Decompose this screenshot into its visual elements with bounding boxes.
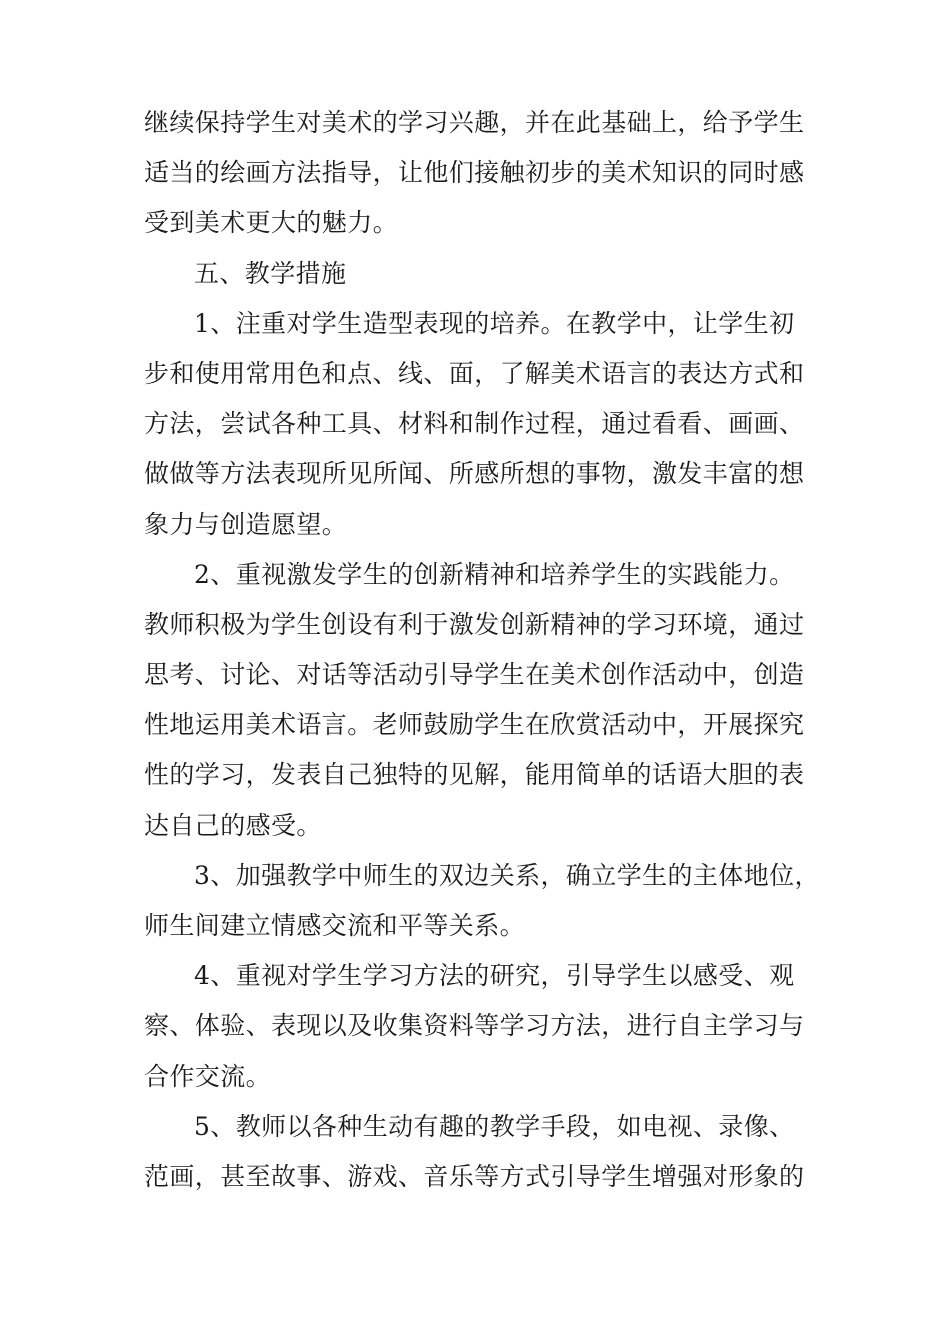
- text-line: 5、教师以各种生动有趣的教学手段，如电视、录像、: [194, 1111, 795, 1141]
- text-line: 合作交流。: [144, 1061, 272, 1091]
- text-line: 教师积极为学生创设有利于激发创新精神的学习环境，通过: [144, 609, 805, 639]
- document-body: [144, 98, 820, 1202]
- text-line: 性地运用美术语言。老师鼓励学生在欣赏活动中，开展探究: [144, 710, 805, 740]
- text-line: 继续保持学生对美术的学习兴趣，并在此基础上，给予学生: [144, 108, 805, 137]
- text-line: 2、重视激发学生的创新精神和培养学生的实践能力。: [194, 559, 795, 589]
- text-line: 达自己的感受。: [144, 810, 322, 840]
- text-line: 方法，尝试各种工具、材料和制作过程，通过看看、画画、: [144, 409, 805, 439]
- text-line: 范画，甚至故事、游戏、音乐等方式引导学生增强对形象的: [144, 1161, 805, 1191]
- text-line: 受到美术更大的魅力。: [144, 208, 399, 238]
- text-line: 师生间建立情感交流和平等关系。: [144, 911, 526, 940]
- text-line: 步和使用常用色和点、线、面，了解美术语言的表达方式和: [144, 358, 805, 388]
- text-line: 象力与创造愿望。: [144, 509, 348, 539]
- text-line: 做做等方法表现所见所闻、所感所想的事物，激发丰富的想: [144, 459, 805, 489]
- text-line: 1、注重对学生造型表现的培养。在教学中，让学生初: [194, 308, 795, 338]
- text-line: 适当的绘画方法指导，让他们接触初步的美术知识的同时感: [144, 158, 805, 188]
- text-line: 3、加强教学中师生的双边关系，确立学生的主体地位，: [194, 860, 820, 890]
- text-line: 察、体验、表现以及收集资料等学习方法，进行自主学习与: [144, 1011, 805, 1041]
- text-line: 思考、讨论、对话等活动引导学生在美术创作活动中，创造: [144, 660, 805, 690]
- text-line: 4、重视对学生学习方法的研究，引导学生以感受、观: [194, 961, 795, 991]
- section-heading: 五、教学措施: [194, 258, 347, 288]
- text-line: 性的学习，发表自己独特的见解，能用简单的话语大胆的表: [144, 760, 805, 790]
